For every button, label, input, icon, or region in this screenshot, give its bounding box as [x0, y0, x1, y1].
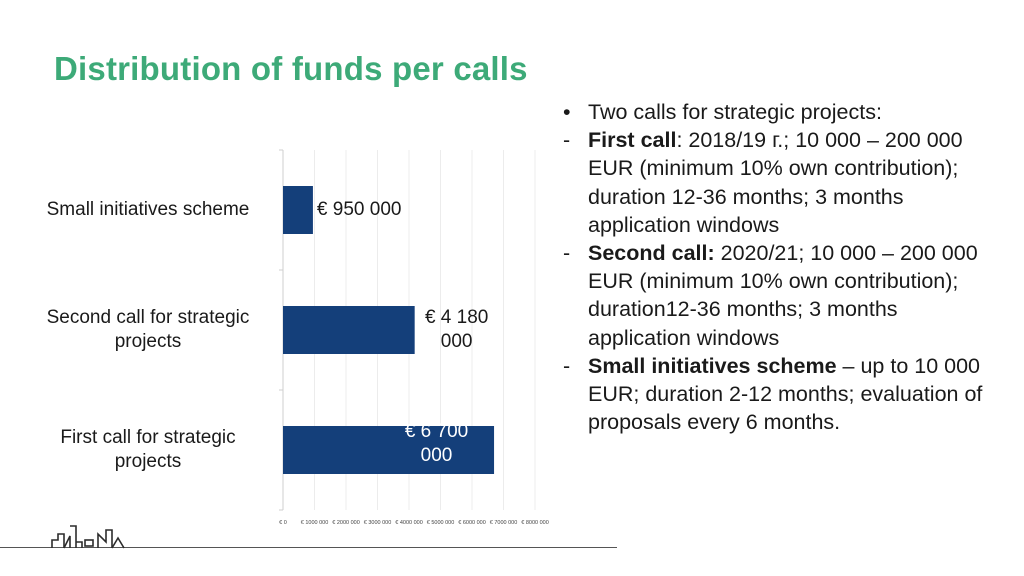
x-tick-label: € 2000 000: [332, 520, 360, 526]
funds-bar-chart: [0, 140, 560, 540]
note-text: – up to 10 000 EUR; duration 2-12 months; evaluation of proposals every 6 months.: [588, 353, 983, 435]
category-label: First call for strategic projects: [60, 427, 236, 472]
category-label: Second call for strategic projects: [46, 307, 250, 352]
category-label: Small initiatives scheme: [46, 199, 250, 220]
bar: [283, 186, 313, 234]
data-label: € 4 180 000: [424, 307, 489, 352]
list-marker: -: [563, 353, 571, 378]
x-tick-label: € 5000 000: [426, 520, 455, 526]
list-marker: -: [563, 241, 571, 266]
x-tick-label: € 3000 000: [363, 520, 392, 526]
note-item: [563, 239, 983, 352]
note-item: [563, 98, 983, 126]
x-tick-label: € 0: [279, 520, 287, 526]
x-tick-label: € 8000 000: [521, 520, 549, 526]
x-tick-label: € 7000 000: [489, 520, 518, 526]
note-item: [563, 126, 983, 239]
note-heading: First call: [588, 128, 677, 153]
note-text: : 2018/19 г.; 10 000 – 200 000 EUR (minimum 10% own contribution); duration 12-36 months; 3 months application windows: [588, 128, 963, 237]
note-text: 2020/21; 10 000 – 200 000 EUR (minimum 10% own contribution); duration12-36 months; 3 months application windows: [588, 241, 978, 350]
list-marker: -: [563, 128, 571, 153]
slide-title: Distribution of funds per calls: [54, 50, 528, 87]
city-skyline-logo-icon: [50, 522, 130, 556]
note-heading: Small initiatives scheme: [588, 353, 837, 378]
data-label: € 6 700 000: [404, 421, 469, 466]
call-details-list: [563, 98, 983, 436]
x-tick-label: € 6000 000: [458, 520, 486, 526]
list-marker: •: [563, 100, 571, 124]
data-label: € 950 000: [316, 199, 402, 220]
bar: [283, 306, 415, 354]
x-tick-label: € 1000 000: [300, 520, 329, 526]
note-heading: Second call:: [588, 241, 715, 266]
note-text: Two calls for strategic projects:: [588, 100, 882, 124]
note-item: [563, 352, 983, 437]
x-tick-label: € 4000 000: [395, 520, 423, 526]
